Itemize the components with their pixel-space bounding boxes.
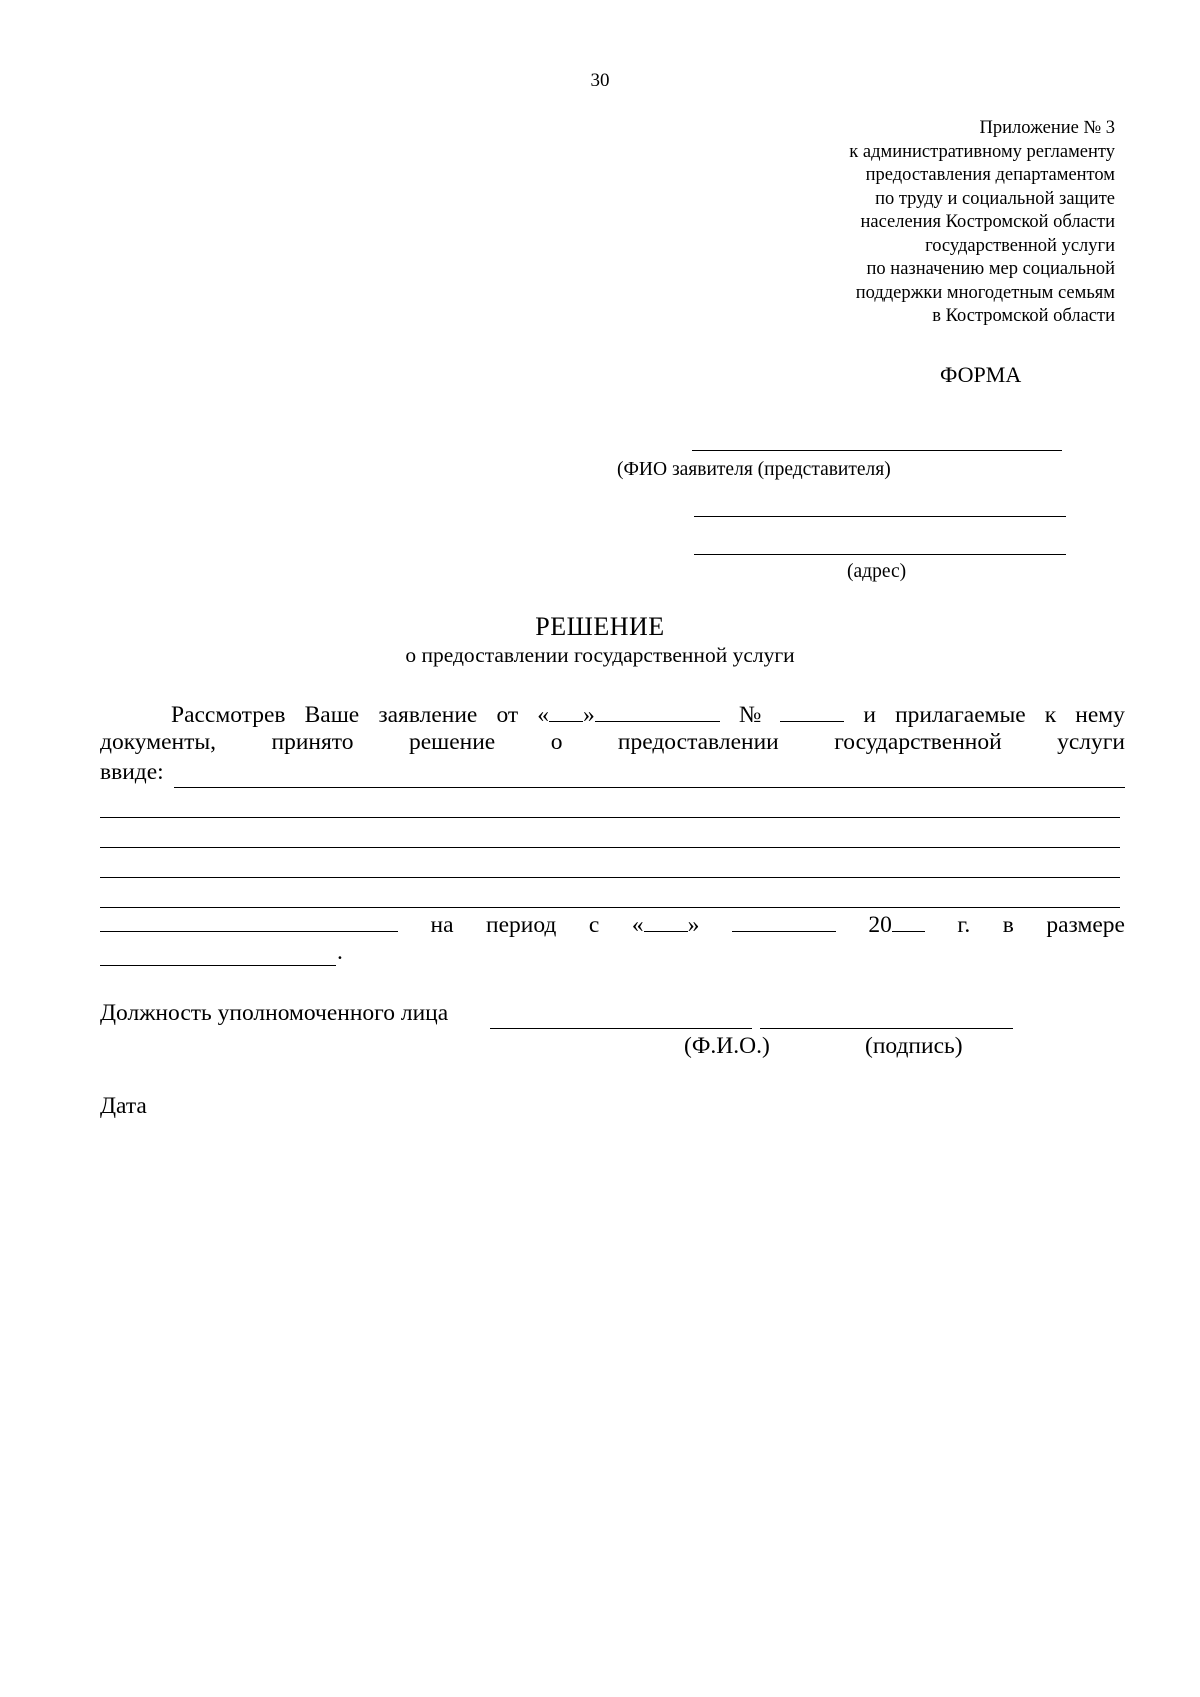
body-line-2 bbox=[100, 729, 1125, 756]
period-day-field[interactable] bbox=[644, 909, 688, 932]
date-label: Дата bbox=[100, 1093, 147, 1119]
appendix-line: населения Костромской области bbox=[860, 212, 1115, 232]
body-word: предоставлении bbox=[617, 729, 779, 755]
address-line-2[interactable] bbox=[694, 554, 1066, 555]
document-title: РЕШЕНИЕ bbox=[535, 612, 665, 641]
body-word: прилагаемые bbox=[895, 702, 1026, 728]
appendix-block bbox=[695, 117, 1115, 329]
appendix-line: Приложение № 3 bbox=[979, 118, 1115, 138]
period-line bbox=[100, 909, 1125, 939]
service-detail-field[interactable] bbox=[100, 909, 398, 932]
body-word: решение bbox=[408, 729, 496, 755]
body-word: государственной bbox=[834, 729, 1002, 755]
number-sign: № bbox=[738, 702, 762, 728]
page-number: 30 bbox=[590, 70, 610, 91]
service-type-line-4[interactable] bbox=[100, 877, 1120, 878]
body-word: нему bbox=[1075, 702, 1125, 728]
document-subtitle: о предоставлении государственной услуги bbox=[405, 643, 795, 667]
service-type-line-2[interactable] bbox=[100, 817, 1120, 818]
quote-close: » bbox=[583, 702, 595, 728]
year-prefix: 20 bbox=[868, 912, 892, 938]
application-month-year-field[interactable] bbox=[595, 699, 720, 722]
quote-open: « bbox=[537, 702, 549, 728]
appendix-line: к административному регламенту bbox=[849, 141, 1115, 162]
address-caption: (адрес) bbox=[847, 561, 907, 582]
quote-close: » bbox=[687, 912, 700, 938]
body-word: Ваше bbox=[304, 702, 360, 728]
body-word: и bbox=[863, 702, 876, 728]
body-word: заявление bbox=[378, 702, 478, 728]
body-word: с bbox=[588, 912, 600, 938]
appendix-line: государственной услуги bbox=[925, 235, 1115, 256]
signature-caption: (подпись) bbox=[865, 1033, 963, 1059]
appendix-line: предоставления департаментом bbox=[865, 165, 1115, 185]
period-year-group bbox=[868, 909, 925, 939]
period-month-field[interactable] bbox=[732, 909, 836, 932]
fio-caption: (Ф.И.О.) bbox=[684, 1033, 770, 1059]
signature-field[interactable] bbox=[760, 1028, 1013, 1029]
service-type-prefix: ввиде: bbox=[100, 759, 164, 785]
body-word: услуги bbox=[1057, 729, 1125, 755]
position-label: Должность уполномоченного лица bbox=[100, 1000, 449, 1026]
appendix-line: по труду и социальной защите bbox=[875, 188, 1115, 209]
application-date-group bbox=[537, 699, 720, 729]
body-word: к bbox=[1044, 702, 1057, 728]
body-word: размере bbox=[1046, 912, 1125, 938]
body-word: принято bbox=[271, 729, 354, 755]
service-type-line-5[interactable] bbox=[100, 907, 1120, 908]
body-word: на bbox=[430, 912, 454, 938]
body-word: в bbox=[1002, 912, 1014, 938]
body-word: Рассмотрев bbox=[171, 702, 286, 728]
body-word: г. bbox=[957, 912, 971, 938]
application-day-field[interactable] bbox=[549, 699, 583, 722]
appendix-line: по назначению мер социальной bbox=[866, 259, 1115, 279]
application-number-field[interactable] bbox=[780, 699, 844, 722]
fio-signature-field[interactable] bbox=[490, 1028, 752, 1029]
body-word: документы, bbox=[100, 729, 217, 755]
body-word: период bbox=[486, 912, 557, 938]
applicant-name-line[interactable] bbox=[692, 450, 1062, 451]
end-dot: . bbox=[337, 939, 343, 965]
period-year-field[interactable] bbox=[892, 909, 925, 932]
service-type-line-3[interactable] bbox=[100, 847, 1120, 848]
period-day-group bbox=[632, 909, 700, 939]
address-line-1[interactable] bbox=[694, 516, 1066, 517]
form-label: ФОРМА bbox=[940, 362, 1022, 387]
applicant-caption: (ФИО заявителя (представителя) bbox=[617, 459, 891, 480]
body-line-1 bbox=[171, 699, 1125, 729]
body-word: от bbox=[496, 702, 519, 728]
body-word: о bbox=[550, 729, 563, 755]
appendix-line: поддержки многодетным семьям bbox=[855, 282, 1115, 303]
amount-field[interactable] bbox=[100, 965, 336, 966]
appendix-line: в Костромской области bbox=[932, 306, 1115, 326]
service-type-line-1[interactable] bbox=[174, 787, 1125, 788]
quote-open: « bbox=[631, 912, 644, 938]
